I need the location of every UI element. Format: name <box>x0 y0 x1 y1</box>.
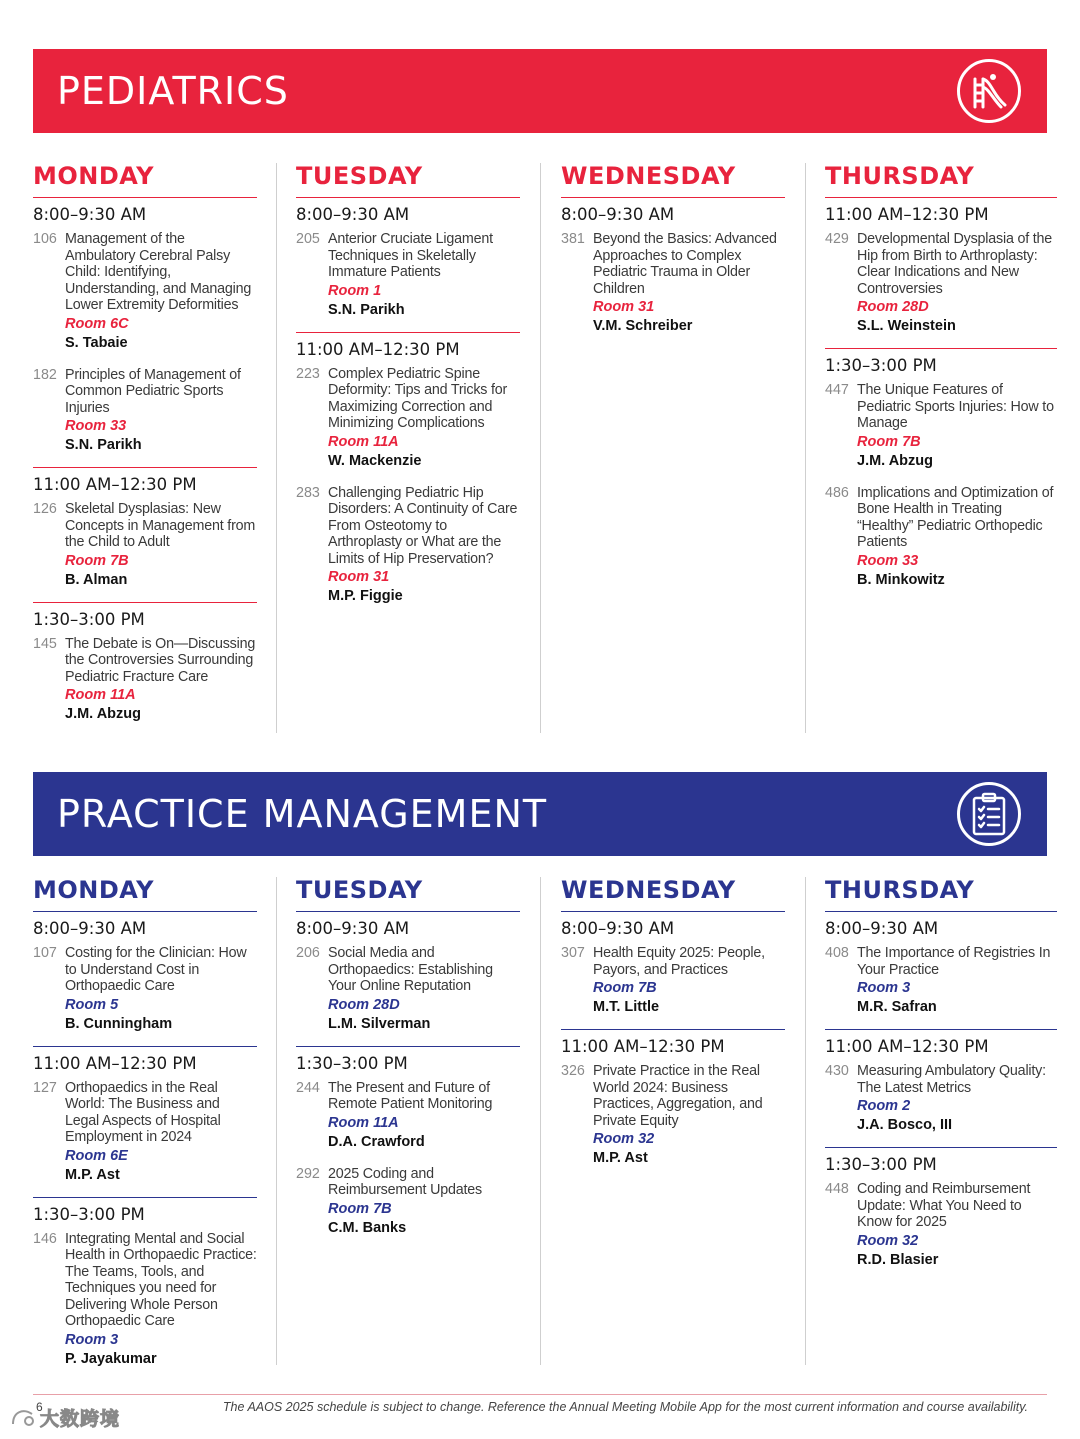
session-number: 292 <box>296 1165 320 1182</box>
session-title: Private Practice in the Real World 2024: Business Practices, Aggregation, and Private Equity <box>593 1063 763 1129</box>
session-number: 223 <box>296 365 320 382</box>
session-item <box>561 945 785 1017</box>
session-number: 145 <box>33 635 57 652</box>
session-title: Anterior Cruciate Ligament Techniques in Skeletally Immature Patients <box>328 231 493 280</box>
session-item <box>33 1231 257 1369</box>
section-title: PEDIATRICS <box>57 69 289 113</box>
session-speaker: J.M. Abzug <box>857 452 933 469</box>
time-slot <box>296 916 520 1034</box>
time-label: 11:00 AM–12:30 PM <box>825 1037 989 1056</box>
time-slot <box>33 1197 257 1369</box>
session-speaker: S. Tabaie <box>65 334 128 351</box>
footer-note: The AAOS 2025 schedule is subject to change. Reference the Annual Meeting Mobile App for the most current information and course availability. <box>222 1400 1028 1414</box>
time-label: 1:30–3:00 PM <box>33 609 145 629</box>
session-item <box>296 485 520 607</box>
time-label: 8:00–9:30 AM <box>825 919 939 938</box>
session-speaker: M.P. Ast <box>593 1150 648 1166</box>
session-room: Room 11A <box>328 433 399 450</box>
time-slot <box>33 916 257 1034</box>
session-room: Room 32 <box>593 1131 655 1147</box>
session-item <box>296 1166 520 1238</box>
session-room: Room 28D <box>857 299 929 315</box>
session-speaker: J.M. Abzug <box>65 706 141 722</box>
session-item <box>33 945 257 1034</box>
column-divider <box>805 877 806 1365</box>
time-slot <box>296 202 520 320</box>
time-slot <box>33 602 257 725</box>
session-title: Skeletal Dysplasias: New Concepts in Management from the Child to Adult <box>65 501 256 550</box>
day-column-thursday <box>825 163 1057 590</box>
day-column-wednesday <box>561 877 785 1168</box>
session-item <box>296 945 520 1034</box>
session-title: The Debate is On—Discussing the Controversies Surrounding Pediatric Fracture Care <box>65 635 256 685</box>
day-column-thursday <box>825 877 1057 1270</box>
session-room: Room 33 <box>65 418 127 434</box>
session-item <box>296 1080 520 1152</box>
session-speaker: S.N. Parikh <box>65 437 142 453</box>
time-label: 8:00–9:30 AM <box>561 919 675 938</box>
page-number: 6 <box>36 1400 43 1414</box>
day-heading: WEDNESDAY <box>561 163 785 198</box>
session-number: 146 <box>33 1230 57 1247</box>
session-speaker: M.R. Safran <box>857 999 937 1015</box>
time-label: 1:30–3:00 PM <box>825 356 937 375</box>
time-slot <box>825 1147 1057 1270</box>
time-slot <box>825 1029 1057 1135</box>
session-number: 430 <box>825 1063 849 1079</box>
playground-slide-icon <box>957 59 1021 123</box>
session-speaker: R.D. Blasier <box>857 1251 939 1268</box>
session-room: Room 31 <box>328 569 390 585</box>
session-room: Room 6E <box>65 1147 128 1164</box>
time-label: 1:30–3:00 PM <box>33 1204 145 1224</box>
session-speaker: B. Cunningham <box>65 1015 173 1032</box>
time-slot <box>825 348 1057 590</box>
session-speaker: S.N. Parikh <box>328 301 405 318</box>
column-divider <box>276 877 277 1365</box>
section-title: PRACTICE MANAGEMENT <box>57 792 548 836</box>
session-title: Complex Pediatric Spine Deformity: Tips and Tricks for Maximizing Correction and Minimizing Complications <box>328 365 508 431</box>
time-slot <box>296 332 520 607</box>
practice-management-schedule-grid <box>33 877 1055 1365</box>
session-item <box>33 231 257 353</box>
session-number: 447 <box>825 382 849 398</box>
watermark-logo-icon <box>10 1406 36 1433</box>
session-number: 408 <box>825 945 849 961</box>
session-item <box>561 231 785 336</box>
time-label: 11:00 AM–12:30 PM <box>296 339 460 359</box>
time-slot <box>296 1046 520 1238</box>
day-column-tuesday <box>296 163 520 606</box>
session-number: 126 <box>33 501 57 517</box>
day-heading: THURSDAY <box>825 877 1057 912</box>
session-room: Room 1 <box>328 282 382 299</box>
clipboard-checklist-icon <box>957 782 1021 846</box>
session-title: Principles of Management of Common Pediatric Sports Injuries <box>65 366 241 416</box>
session-title: Developmental Dysplasia of the Hip from Birth to Arthroplasty: Clear Indications and New Controversies <box>857 231 1053 297</box>
session-title: Beyond the Basics: Advanced Approaches to Complex Pediatric Trauma in Older Children <box>593 231 777 297</box>
session-speaker: P. Jayakumar <box>65 1350 157 1367</box>
session-title: Implications and Optimization of Bone Health in Treating “Healthy” Pediatric Orthopedic Patients <box>857 484 1054 550</box>
session-speaker: J.A. Bosco, III <box>857 1117 953 1133</box>
footer-divider <box>33 1394 1047 1395</box>
session-item <box>561 1063 785 1168</box>
session-title: Coding and Reimbursement Update: What You Need to Know for 2025 <box>857 1181 1031 1230</box>
session-room: Room 2 <box>857 1098 911 1114</box>
session-item <box>296 366 520 471</box>
day-heading: MONDAY <box>33 877 257 912</box>
column-divider <box>276 163 277 733</box>
session-title: The Present and Future of Remote Patient Monitoring <box>328 1079 493 1112</box>
time-label: 8:00–9:30 AM <box>33 205 147 224</box>
time-slot <box>33 467 257 590</box>
time-label: 11:00 AM–12:30 PM <box>825 205 989 224</box>
session-room: Room 7B <box>857 433 921 450</box>
session-speaker: B. Minkowitz <box>857 571 945 588</box>
day-column-monday <box>33 163 257 724</box>
time-label: 1:30–3:00 PM <box>296 1053 408 1073</box>
session-speaker: L.M. Silverman <box>328 1015 431 1032</box>
session-number: 486 <box>825 484 849 501</box>
time-slot <box>33 202 257 455</box>
session-room: Room 7B <box>593 980 657 996</box>
session-item <box>296 231 520 320</box>
session-title: 2025 Coding and Reimbursement Updates <box>328 1165 482 1198</box>
session-number: 182 <box>33 366 57 383</box>
session-title: The Importance of Registries In Your Practice <box>857 945 1051 978</box>
session-item <box>825 1063 1057 1135</box>
time-label: 11:00 AM–12:30 PM <box>561 1037 725 1056</box>
session-item <box>825 1181 1057 1270</box>
time-slot <box>561 916 785 1017</box>
day-column-wednesday <box>561 163 785 336</box>
session-room: Room 11A <box>328 1114 399 1131</box>
time-label: 1:30–3:00 PM <box>825 1155 937 1174</box>
session-title: Measuring Ambulatory Quality: The Latest Metrics <box>857 1063 1046 1096</box>
session-item <box>825 231 1057 336</box>
session-title: Health Equity 2025: People, Payors, and Practices <box>593 945 765 978</box>
pediatrics-schedule-grid <box>33 163 1055 733</box>
day-heading: THURSDAY <box>825 163 1057 198</box>
session-room: Room 7B <box>328 1200 392 1217</box>
session-number: 381 <box>561 231 585 247</box>
time-label: 11:00 AM–12:30 PM <box>33 475 197 494</box>
day-heading: WEDNESDAY <box>561 877 785 912</box>
session-room: Room 7B <box>65 552 129 569</box>
day-heading: MONDAY <box>33 163 257 198</box>
time-label: 11:00 AM–12:30 PM <box>33 1053 197 1073</box>
time-slot <box>561 202 785 336</box>
session-title: Costing for the Clinician: How to Understand Cost in Orthopaedic Care <box>65 945 247 994</box>
session-number: 206 <box>296 945 320 961</box>
session-speaker: M.P. Figgie <box>328 588 403 604</box>
session-room: Room 11A <box>65 687 136 703</box>
time-slot <box>825 202 1057 336</box>
session-number: 106 <box>33 231 57 247</box>
session-speaker: W. Mackenzie <box>328 452 422 469</box>
session-item <box>825 382 1057 471</box>
time-label: 8:00–9:30 AM <box>33 919 147 938</box>
session-number: 429 <box>825 231 849 247</box>
day-heading: TUESDAY <box>296 163 520 198</box>
practice-management-section-header <box>33 772 1047 856</box>
time-label: 8:00–9:30 AM <box>561 205 675 224</box>
session-item <box>33 501 257 590</box>
session-room: Room 6C <box>65 315 129 332</box>
session-number: 307 <box>561 945 585 961</box>
session-title: Management of the Ambulatory Cerebral Palsy Child: Identifying, Understanding, and Managing Lower Extremity Deformities <box>65 231 252 313</box>
session-room: Room 33 <box>857 552 919 569</box>
session-title: Social Media and Orthopaedics: Establishing Your Online Reputation <box>328 945 493 994</box>
session-number: 283 <box>296 484 320 501</box>
session-item <box>825 945 1057 1017</box>
day-heading: TUESDAY <box>296 877 520 912</box>
session-item <box>33 636 257 725</box>
session-item <box>825 485 1057 590</box>
session-title: The Unique Features of Pediatric Sports Injuries: How to Manage <box>857 382 1054 431</box>
session-speaker: M.P. Ast <box>65 1166 120 1183</box>
session-title: Integrating Mental and Social Health in Orthopaedic Practice: The Teams, Tools, and Techniques you need for Delivering Whole Person Orthopaedic Care <box>65 1230 257 1329</box>
session-number: 127 <box>33 1079 57 1096</box>
session-room: Room 32 <box>857 1232 919 1249</box>
session-speaker: B. Alman <box>65 571 128 588</box>
session-speaker: C.M. Banks <box>328 1219 407 1236</box>
session-item <box>33 367 257 456</box>
day-column-monday <box>33 877 257 1369</box>
session-title: Challenging Pediatric Hip Disorders: A Continuity of Care From Osteotomy to Arthroplasty or What are the Limits of Hip Preservation? <box>328 484 518 567</box>
session-room: Room 28D <box>328 996 400 1013</box>
session-number: 107 <box>33 945 57 961</box>
column-divider <box>540 163 541 733</box>
session-room: Room 3 <box>65 1331 119 1348</box>
time-slot <box>561 1029 785 1168</box>
column-divider <box>805 163 806 733</box>
time-slot <box>825 916 1057 1017</box>
time-label: 8:00–9:30 AM <box>296 205 410 224</box>
session-title: Orthopaedics in the Real World: The Business and Legal Aspects of Hospital Employment in 2024 <box>65 1079 221 1145</box>
column-divider <box>540 877 541 1365</box>
session-room: Room 3 <box>857 980 911 996</box>
pediatrics-section-header <box>33 49 1047 133</box>
session-number: 448 <box>825 1181 849 1197</box>
session-number: 244 <box>296 1079 320 1096</box>
time-label: 8:00–9:30 AM <box>296 919 410 938</box>
day-column-tuesday <box>296 877 520 1238</box>
time-slot <box>33 1046 257 1185</box>
session-number: 326 <box>561 1063 585 1079</box>
session-speaker: M.T. Little <box>593 999 660 1015</box>
session-room: Room 5 <box>65 996 119 1013</box>
session-item <box>33 1080 257 1185</box>
session-speaker: V.M. Schreiber <box>593 318 693 334</box>
session-speaker: D.A. Crawford <box>328 1133 425 1150</box>
session-number: 205 <box>296 231 320 247</box>
session-speaker: S.L. Weinstein <box>857 318 956 334</box>
session-room: Room 31 <box>593 299 655 315</box>
watermark-text: 大数跨境 <box>40 1409 121 1430</box>
